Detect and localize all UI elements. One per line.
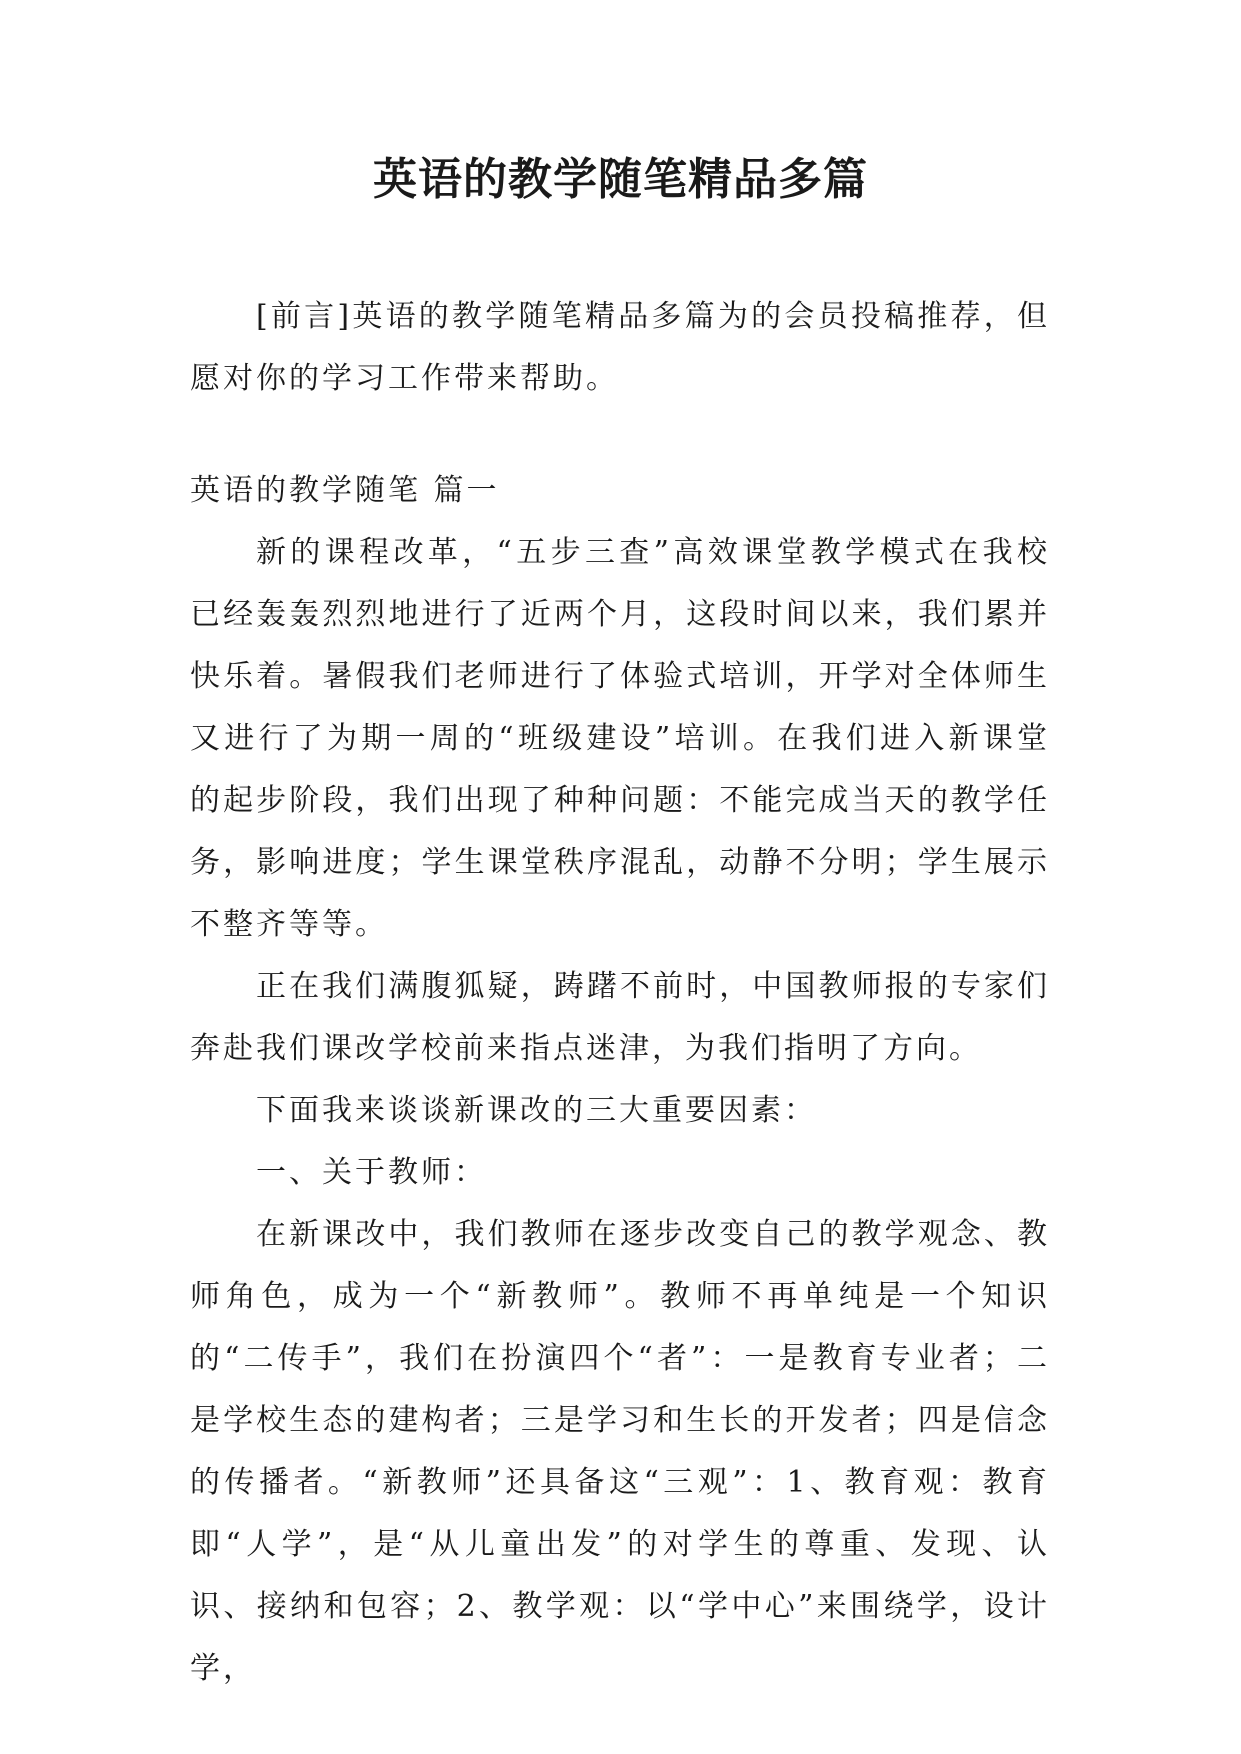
sub-heading: 一、关于教师： <box>256 1155 487 1190</box>
document-body <box>190 286 1050 1700</box>
section-heading: 英语的教学随笔 篇一 <box>190 473 500 508</box>
document-title: 英语的教学随笔精品多篇 <box>373 154 868 205</box>
body-paragraph: 新的课程改革，“五步三查”高效课堂教学模式在我校已经轰轰烈烈地进行了近两个月，这段时间以来，我们累并快乐着。暑假我们老师进行了体验式培训，开学对全体师生又进行了为期一周的“班级建设”培训。在我们进入新课堂的起步阶段，我们出现了种种问题：不能完成当天的教学任务，影响进度；学生课堂秩序混乱，动静不分明；学生展示不整齐等等。 <box>190 535 1050 942</box>
body-paragraph: 在新课改中，我们教师在逐步改变自己的教学观念、教师角色，成为一个“新教师”。教师不再单纯是一个知识的“二传手”，我们在扮演四个“者”：一是教育专业者；二是学校生态的建构者；三是学习和生长的开发者；四是信念的传播者。“新教师”还具备这“三观”：1、教育观：教育即“人学”，是“从儿童出发”的对学生的尊重、发现、认识、接纳和包容；2、教学观：以“学中心”来围绕学，设计学， <box>190 1217 1050 1686</box>
body-paragraph: 下面我来谈谈新课改的三大重要因素： <box>256 1093 817 1128</box>
body-paragraph: 正在我们满腹狐疑，踌躇不前时，中国教师报的专家们奔赴我们课改学校前来指点迷津，为我们指明了方向。 <box>190 969 1050 1066</box>
preface-paragraph: [前言]英语的教学随笔精品多篇为的会员投稿推荐，但愿对你的学习工作带来帮助。 <box>190 299 1050 396</box>
